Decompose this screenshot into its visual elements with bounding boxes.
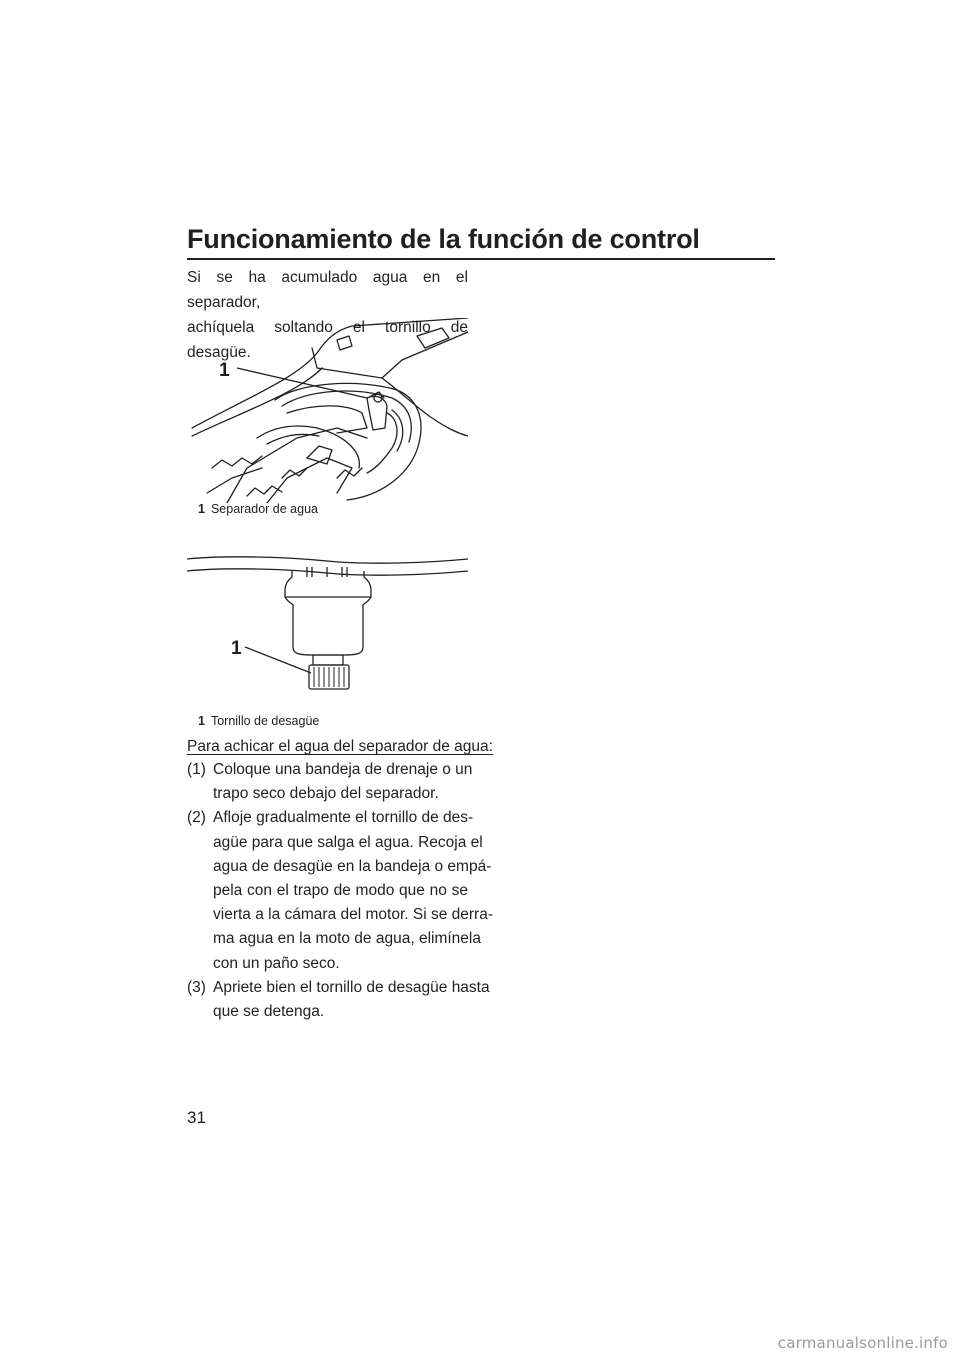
caption-number: 1 bbox=[198, 502, 205, 516]
procedure-steps bbox=[187, 758, 493, 1024]
callout-number: 1 bbox=[219, 360, 230, 381]
drain-screw-illustration bbox=[187, 555, 468, 693]
step-item bbox=[187, 758, 473, 806]
intro-line: Si se ha acumulado agua en el separador, bbox=[187, 269, 468, 311]
step-line: Apriete bien el tornillo de desagüe hasta bbox=[213, 978, 490, 996]
procedure-title: Para achicar el agua del separador de agua: bbox=[187, 738, 493, 755]
step-line: agüe para que salga el agua. Recoja el bbox=[213, 833, 483, 851]
page-title: Funcionamiento de la función de control bbox=[187, 224, 700, 254]
step-line: agua de desagüe en la bandeja o empá- bbox=[213, 857, 492, 875]
step-item bbox=[187, 806, 493, 975]
callout-leader-line bbox=[245, 647, 311, 673]
step-line: Afloje gradualmente el tornillo de des- bbox=[213, 809, 474, 827]
figure2-caption bbox=[198, 713, 319, 729]
caption-text: Separador de agua bbox=[210, 502, 318, 516]
caption-text: Tornillo de desagüe bbox=[210, 714, 320, 728]
step-line: con un paño seco. bbox=[213, 954, 340, 972]
page-header bbox=[187, 222, 775, 260]
step-item bbox=[187, 976, 490, 1024]
step-number: (2) bbox=[187, 809, 206, 827]
watermark: carmanualsonline.info bbox=[777, 1334, 948, 1352]
step-line: pela con el trapo de modo que no se bbox=[213, 882, 468, 900]
callout-number: 1 bbox=[231, 638, 242, 659]
step-number: (1) bbox=[187, 761, 206, 778]
figure1-caption bbox=[198, 501, 318, 517]
step-number: (3) bbox=[187, 978, 206, 996]
step-line: ma agua en la moto de agua, elimínela bbox=[213, 930, 481, 948]
water-separator-illustration bbox=[187, 318, 468, 503]
caption-number: 1 bbox=[198, 714, 205, 728]
intro-line: achíquela soltando el tornillo de desagüe. bbox=[187, 319, 468, 361]
page-number: 31 bbox=[187, 1108, 206, 1127]
step-line: que se detenga. bbox=[213, 1003, 325, 1021]
step-line: vierta a la cámara del motor. Si se derra- bbox=[213, 906, 493, 924]
step-line: Coloque una bandeja de drenaje o un bbox=[213, 761, 473, 778]
step-line: trapo seco debajo del separador. bbox=[213, 785, 439, 803]
